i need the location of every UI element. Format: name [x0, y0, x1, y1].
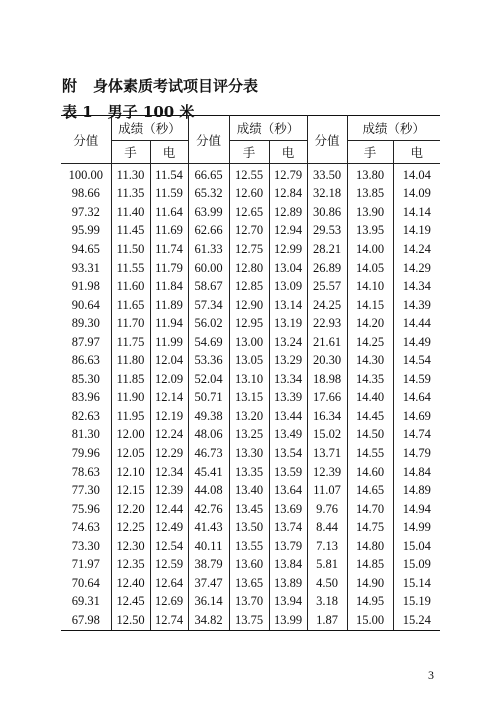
electric-time-cell: 11.84 — [150, 277, 188, 296]
electric-time-cell: 13.44 — [269, 407, 307, 426]
appendix-prefix: 附 — [62, 77, 78, 95]
score-cell: 1.87 — [307, 611, 347, 630]
hand-time-cell: 14.05 — [347, 259, 393, 278]
score-cell: 11.07 — [307, 481, 347, 500]
score-cell: 36.14 — [188, 593, 229, 612]
hand-time-cell: 13.20 — [229, 407, 269, 426]
electric-time-cell: 14.44 — [393, 314, 440, 333]
electric-time-cell: 12.79 — [269, 164, 307, 185]
score-cell: 77.30 — [61, 481, 111, 500]
score-cell: 95.99 — [61, 222, 111, 241]
hand-time-cell: 11.55 — [111, 259, 150, 278]
electric-timing-header: 电 — [150, 141, 188, 164]
hand-time-cell: 14.25 — [347, 333, 393, 352]
table-row — [61, 351, 440, 370]
table-row — [61, 296, 440, 315]
electric-time-cell: 15.24 — [393, 611, 440, 630]
score-cell: 24.25 — [307, 296, 347, 315]
electric-time-cell: 13.34 — [269, 370, 307, 389]
hand-time-cell: 13.05 — [229, 351, 269, 370]
score-cell: 86.63 — [61, 351, 111, 370]
hand-time-cell: 12.10 — [111, 463, 150, 482]
score-cell: 8.44 — [307, 518, 347, 537]
hand-timing-header: 手 — [347, 141, 393, 164]
electric-time-cell: 12.24 — [150, 426, 188, 445]
score-cell: 30.86 — [307, 203, 347, 222]
hand-time-cell: 12.40 — [111, 574, 150, 593]
table-row — [61, 463, 440, 482]
table-row — [61, 500, 440, 519]
hand-time-cell: 11.75 — [111, 333, 150, 352]
table-row — [61, 277, 440, 296]
table-caption: 表 1 男子 100 米 — [62, 103, 195, 121]
hand-time-cell: 14.50 — [347, 426, 393, 445]
electric-time-cell: 11.64 — [150, 203, 188, 222]
electric-time-cell: 14.04 — [393, 164, 440, 185]
score-cell: 63.99 — [188, 203, 229, 222]
electric-time-cell: 14.39 — [393, 296, 440, 315]
electric-time-cell: 13.19 — [269, 314, 307, 333]
hand-time-cell: 12.95 — [229, 314, 269, 333]
score-cell: 67.98 — [61, 611, 111, 630]
score-cell: 44.08 — [188, 481, 229, 500]
electric-time-cell: 13.24 — [269, 333, 307, 352]
electric-time-cell: 12.39 — [150, 481, 188, 500]
hand-time-cell: 14.80 — [347, 537, 393, 556]
hand-time-cell: 13.65 — [229, 574, 269, 593]
score-cell: 57.34 — [188, 296, 229, 315]
electric-time-cell: 13.99 — [269, 611, 307, 630]
electric-time-cell: 15.09 — [393, 555, 440, 574]
score-cell: 100.00 — [61, 164, 111, 185]
score-column-header: 分值 — [61, 116, 111, 164]
electric-time-cell: 15.04 — [393, 537, 440, 556]
electric-time-cell: 13.94 — [269, 593, 307, 612]
hand-time-cell: 12.55 — [229, 164, 269, 185]
hand-time-cell: 14.95 — [347, 593, 393, 612]
hand-time-cell: 11.95 — [111, 407, 150, 426]
score-cell: 50.71 — [188, 389, 229, 408]
electric-time-cell: 13.89 — [269, 574, 307, 593]
score-cell: 69.31 — [61, 593, 111, 612]
table-row — [61, 203, 440, 222]
table-row — [61, 444, 440, 463]
electric-time-cell: 13.69 — [269, 500, 307, 519]
hand-time-cell: 14.90 — [347, 574, 393, 593]
score-cell: 53.36 — [188, 351, 229, 370]
score-cell: 21.61 — [307, 333, 347, 352]
electric-time-cell: 11.69 — [150, 222, 188, 241]
hand-time-cell: 13.50 — [229, 518, 269, 537]
electric-time-cell: 14.24 — [393, 240, 440, 259]
score-cell: 45.41 — [188, 463, 229, 482]
hand-time-cell: 13.25 — [229, 426, 269, 445]
hand-time-cell: 12.00 — [111, 426, 150, 445]
score-cell: 29.53 — [307, 222, 347, 241]
score-cell: 15.02 — [307, 426, 347, 445]
hand-time-cell: 11.65 — [111, 296, 150, 315]
score-cell: 7.13 — [307, 537, 347, 556]
score-cell: 56.02 — [188, 314, 229, 333]
score-cell: 22.93 — [307, 314, 347, 333]
score-cell: 62.66 — [188, 222, 229, 241]
score-cell: 74.63 — [61, 518, 111, 537]
electric-time-cell: 11.74 — [150, 240, 188, 259]
electric-time-cell: 13.59 — [269, 463, 307, 482]
score-cell: 17.66 — [307, 389, 347, 408]
hand-time-cell: 11.85 — [111, 370, 150, 389]
score-cell: 12.39 — [307, 463, 347, 482]
electric-time-cell: 14.34 — [393, 277, 440, 296]
hand-time-cell: 14.65 — [347, 481, 393, 500]
table-row — [61, 481, 440, 500]
hand-time-cell: 13.60 — [229, 555, 269, 574]
electric-time-cell: 13.39 — [269, 389, 307, 408]
score-cell: 87.97 — [61, 333, 111, 352]
table-row — [61, 389, 440, 408]
electric-time-cell: 12.69 — [150, 593, 188, 612]
result-column-header: 成绩（秒） — [347, 116, 440, 141]
score-cell: 90.64 — [61, 296, 111, 315]
hand-time-cell: 13.35 — [229, 463, 269, 482]
hand-time-cell: 15.00 — [347, 611, 393, 630]
table-row — [61, 314, 440, 333]
electric-time-cell: 14.89 — [393, 481, 440, 500]
electric-time-cell: 12.54 — [150, 537, 188, 556]
table-row — [61, 518, 440, 537]
score-cell: 13.71 — [307, 444, 347, 463]
electric-time-cell: 12.14 — [150, 389, 188, 408]
hand-time-cell: 14.35 — [347, 370, 393, 389]
electric-time-cell: 11.79 — [150, 259, 188, 278]
hand-time-cell: 12.90 — [229, 296, 269, 315]
electric-time-cell: 14.49 — [393, 333, 440, 352]
hand-time-cell: 14.85 — [347, 555, 393, 574]
electric-time-cell: 13.84 — [269, 555, 307, 574]
electric-timing-header: 电 — [269, 141, 307, 164]
hand-time-cell: 13.90 — [347, 203, 393, 222]
electric-time-cell: 12.04 — [150, 351, 188, 370]
hand-time-cell: 12.50 — [111, 611, 150, 630]
electric-time-cell: 15.19 — [393, 593, 440, 612]
hand-time-cell: 13.95 — [347, 222, 393, 241]
electric-time-cell: 14.99 — [393, 518, 440, 537]
electric-time-cell: 12.84 — [269, 185, 307, 204]
hand-time-cell: 12.80 — [229, 259, 269, 278]
score-cell: 48.06 — [188, 426, 229, 445]
hand-time-cell: 12.20 — [111, 500, 150, 519]
electric-time-cell: 11.59 — [150, 185, 188, 204]
hand-time-cell: 11.50 — [111, 240, 150, 259]
electric-time-cell: 12.59 — [150, 555, 188, 574]
hand-time-cell: 12.05 — [111, 444, 150, 463]
score-cell: 38.79 — [188, 555, 229, 574]
score-cell: 25.57 — [307, 277, 347, 296]
hand-time-cell: 11.45 — [111, 222, 150, 241]
score-cell: 54.69 — [188, 333, 229, 352]
score-cell: 94.65 — [61, 240, 111, 259]
hand-time-cell: 12.35 — [111, 555, 150, 574]
appendix-title: 身体素质考试项目评分表 — [93, 77, 259, 95]
electric-time-cell: 14.59 — [393, 370, 440, 389]
score-cell: 85.30 — [61, 370, 111, 389]
score-cell: 3.18 — [307, 593, 347, 612]
score-cell: 9.76 — [307, 500, 347, 519]
score-cell: 89.30 — [61, 314, 111, 333]
electric-time-cell: 12.64 — [150, 574, 188, 593]
electric-time-cell: 13.29 — [269, 351, 307, 370]
electric-time-cell: 14.69 — [393, 407, 440, 426]
table-row — [61, 164, 440, 185]
hand-time-cell: 13.70 — [229, 593, 269, 612]
hand-time-cell: 13.55 — [229, 537, 269, 556]
score-cell: 73.30 — [61, 537, 111, 556]
electric-time-cell: 14.54 — [393, 351, 440, 370]
hand-time-cell: 11.60 — [111, 277, 150, 296]
score-cell: 65.32 — [188, 185, 229, 204]
score-cell: 49.38 — [188, 407, 229, 426]
result-column-header: 成绩（秒） — [229, 116, 307, 141]
score-cell: 46.73 — [188, 444, 229, 463]
electric-time-cell: 11.99 — [150, 333, 188, 352]
table-row — [61, 574, 440, 593]
score-column-header: 分值 — [307, 116, 347, 164]
electric-time-cell: 14.14 — [393, 203, 440, 222]
hand-time-cell: 13.85 — [347, 185, 393, 204]
hand-time-cell: 14.70 — [347, 500, 393, 519]
electric-time-cell: 12.34 — [150, 463, 188, 482]
hand-time-cell: 11.70 — [111, 314, 150, 333]
score-cell: 82.63 — [61, 407, 111, 426]
table-row — [61, 185, 440, 204]
hand-time-cell: 12.70 — [229, 222, 269, 241]
electric-time-cell: 14.29 — [393, 259, 440, 278]
hand-time-cell: 11.80 — [111, 351, 150, 370]
page-number: 3 — [428, 668, 434, 682]
electric-time-cell: 12.09 — [150, 370, 188, 389]
table-row — [61, 222, 440, 241]
hand-time-cell: 14.40 — [347, 389, 393, 408]
hand-time-cell: 13.10 — [229, 370, 269, 389]
electric-time-cell: 13.64 — [269, 481, 307, 500]
table-row — [61, 333, 440, 352]
score-cell: 18.98 — [307, 370, 347, 389]
hand-time-cell: 13.75 — [229, 611, 269, 630]
hand-time-cell: 12.45 — [111, 593, 150, 612]
electric-timing-header: 电 — [393, 141, 440, 164]
hand-time-cell: 12.30 — [111, 537, 150, 556]
electric-time-cell: 14.74 — [393, 426, 440, 445]
electric-time-cell: 12.49 — [150, 518, 188, 537]
hand-time-cell: 14.60 — [347, 463, 393, 482]
score-cell: 71.97 — [61, 555, 111, 574]
electric-time-cell: 13.79 — [269, 537, 307, 556]
electric-time-cell: 13.14 — [269, 296, 307, 315]
score-cell: 26.89 — [307, 259, 347, 278]
hand-time-cell: 11.90 — [111, 389, 150, 408]
score-cell: 60.00 — [188, 259, 229, 278]
hand-time-cell: 12.65 — [229, 203, 269, 222]
hand-timing-header: 手 — [111, 141, 150, 164]
score-cell: 34.82 — [188, 611, 229, 630]
table-row — [61, 370, 440, 389]
electric-time-cell: 13.09 — [269, 277, 307, 296]
score-cell: 93.31 — [61, 259, 111, 278]
score-cell: 4.50 — [307, 574, 347, 593]
score-table — [61, 115, 440, 631]
electric-time-cell: 14.79 — [393, 444, 440, 463]
hand-time-cell: 14.20 — [347, 314, 393, 333]
appendix-heading — [62, 75, 258, 96]
score-cell: 66.65 — [188, 164, 229, 185]
score-cell: 61.33 — [188, 240, 229, 259]
hand-time-cell: 13.15 — [229, 389, 269, 408]
electric-time-cell: 12.29 — [150, 444, 188, 463]
hand-time-cell: 13.80 — [347, 164, 393, 185]
score-cell: 32.18 — [307, 185, 347, 204]
score-cell: 70.64 — [61, 574, 111, 593]
table-row — [61, 407, 440, 426]
score-cell: 42.76 — [188, 500, 229, 519]
score-cell: 41.43 — [188, 518, 229, 537]
electric-time-cell: 13.74 — [269, 518, 307, 537]
electric-time-cell: 14.84 — [393, 463, 440, 482]
hand-time-cell: 14.45 — [347, 407, 393, 426]
score-cell: 97.32 — [61, 203, 111, 222]
electric-time-cell: 13.04 — [269, 259, 307, 278]
score-table-body — [61, 164, 440, 631]
hand-time-cell: 12.60 — [229, 185, 269, 204]
electric-time-cell: 11.89 — [150, 296, 188, 315]
hand-time-cell: 14.15 — [347, 296, 393, 315]
score-cell: 16.34 — [307, 407, 347, 426]
score-cell: 37.47 — [188, 574, 229, 593]
electric-time-cell: 12.19 — [150, 407, 188, 426]
score-column-header: 分值 — [188, 116, 229, 164]
table-row — [61, 426, 440, 445]
electric-time-cell: 14.94 — [393, 500, 440, 519]
score-cell: 28.21 — [307, 240, 347, 259]
table-row — [61, 611, 440, 630]
score-cell: 5.81 — [307, 555, 347, 574]
hand-time-cell: 12.75 — [229, 240, 269, 259]
hand-time-cell: 13.40 — [229, 481, 269, 500]
table-row — [61, 240, 440, 259]
electric-time-cell: 14.64 — [393, 389, 440, 408]
electric-time-cell: 12.94 — [269, 222, 307, 241]
table-row — [61, 593, 440, 612]
result-column-header: 成绩（秒） — [111, 116, 188, 141]
score-cell: 75.96 — [61, 500, 111, 519]
electric-time-cell: 12.74 — [150, 611, 188, 630]
score-cell: 98.66 — [61, 185, 111, 204]
electric-time-cell: 13.49 — [269, 426, 307, 445]
hand-time-cell: 14.75 — [347, 518, 393, 537]
hand-time-cell: 13.30 — [229, 444, 269, 463]
hand-time-cell: 12.85 — [229, 277, 269, 296]
score-cell: 81.30 — [61, 426, 111, 445]
table-row — [61, 537, 440, 556]
hand-time-cell: 14.10 — [347, 277, 393, 296]
electric-time-cell: 12.44 — [150, 500, 188, 519]
electric-time-cell: 15.14 — [393, 574, 440, 593]
electric-time-cell: 12.89 — [269, 203, 307, 222]
electric-time-cell: 13.54 — [269, 444, 307, 463]
score-cell: 40.11 — [188, 537, 229, 556]
hand-time-cell: 14.00 — [347, 240, 393, 259]
score-cell: 78.63 — [61, 463, 111, 482]
hand-time-cell: 14.55 — [347, 444, 393, 463]
hand-time-cell: 11.40 — [111, 203, 150, 222]
score-cell: 20.30 — [307, 351, 347, 370]
table-row — [61, 555, 440, 574]
score-cell: 91.98 — [61, 277, 111, 296]
hand-time-cell: 12.25 — [111, 518, 150, 537]
score-cell: 83.96 — [61, 389, 111, 408]
electric-time-cell: 14.19 — [393, 222, 440, 241]
hand-time-cell: 13.00 — [229, 333, 269, 352]
hand-time-cell: 14.30 — [347, 351, 393, 370]
electric-time-cell: 12.99 — [269, 240, 307, 259]
hand-time-cell: 11.35 — [111, 185, 150, 204]
score-cell: 33.50 — [307, 164, 347, 185]
hand-time-cell: 12.15 — [111, 481, 150, 500]
hand-time-cell: 13.45 — [229, 500, 269, 519]
hand-timing-header: 手 — [229, 141, 269, 164]
score-cell: 79.96 — [61, 444, 111, 463]
electric-time-cell: 14.09 — [393, 185, 440, 204]
electric-time-cell: 11.94 — [150, 314, 188, 333]
score-cell: 58.67 — [188, 277, 229, 296]
hand-time-cell: 11.30 — [111, 164, 150, 185]
score-cell: 52.04 — [188, 370, 229, 389]
electric-time-cell: 11.54 — [150, 164, 188, 185]
table-row — [61, 259, 440, 278]
